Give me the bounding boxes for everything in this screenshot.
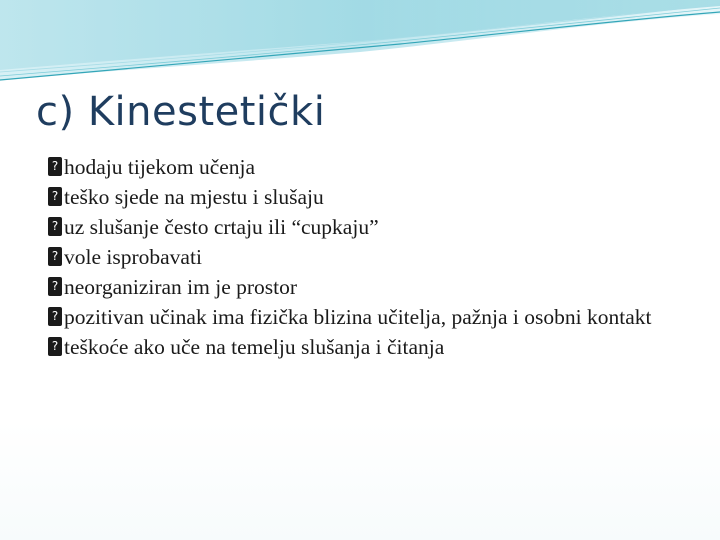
bullet-text: neorganiziran im je prostor: [64, 275, 298, 299]
bullet-text: hodaju tijekom učenja: [64, 155, 256, 179]
header-wave-band-dark: [0, 0, 720, 70]
bullet-glyph-icon: ?: [48, 187, 62, 206]
bullet-glyph-icon: ?: [48, 277, 62, 296]
bullet-item: [48, 184, 688, 210]
bullet-list: [48, 154, 688, 364]
bullet-text: uz slušanje često crtaju ili “cupkaju”: [64, 215, 379, 239]
bullet-text: vole isprobavati: [64, 245, 202, 269]
bullet-glyph-icon: ?: [48, 157, 62, 176]
bullet-item: [48, 304, 688, 330]
bullet-item: [48, 274, 688, 300]
bullet-text: pozitivan učinak ima fizička blizina učitelja, pažnja i osobni kontakt: [64, 305, 652, 329]
bullet-item: [48, 334, 688, 360]
bullet-text: teškoće ako uče na temelju slušanja i čitanja: [64, 335, 445, 359]
bullet-glyph-icon: ?: [48, 307, 62, 326]
bullet-item: [48, 244, 688, 270]
bullet-glyph-icon: ?: [48, 337, 62, 356]
bullet-item: [48, 154, 688, 180]
bullet-glyph-icon: ?: [48, 217, 62, 236]
bullet-item: [48, 214, 688, 240]
slide-title: c) Kinestetički: [36, 89, 326, 135]
bullet-text: teško sjede na mjestu i slušaju: [64, 185, 324, 209]
bullet-glyph-icon: ?: [48, 247, 62, 266]
